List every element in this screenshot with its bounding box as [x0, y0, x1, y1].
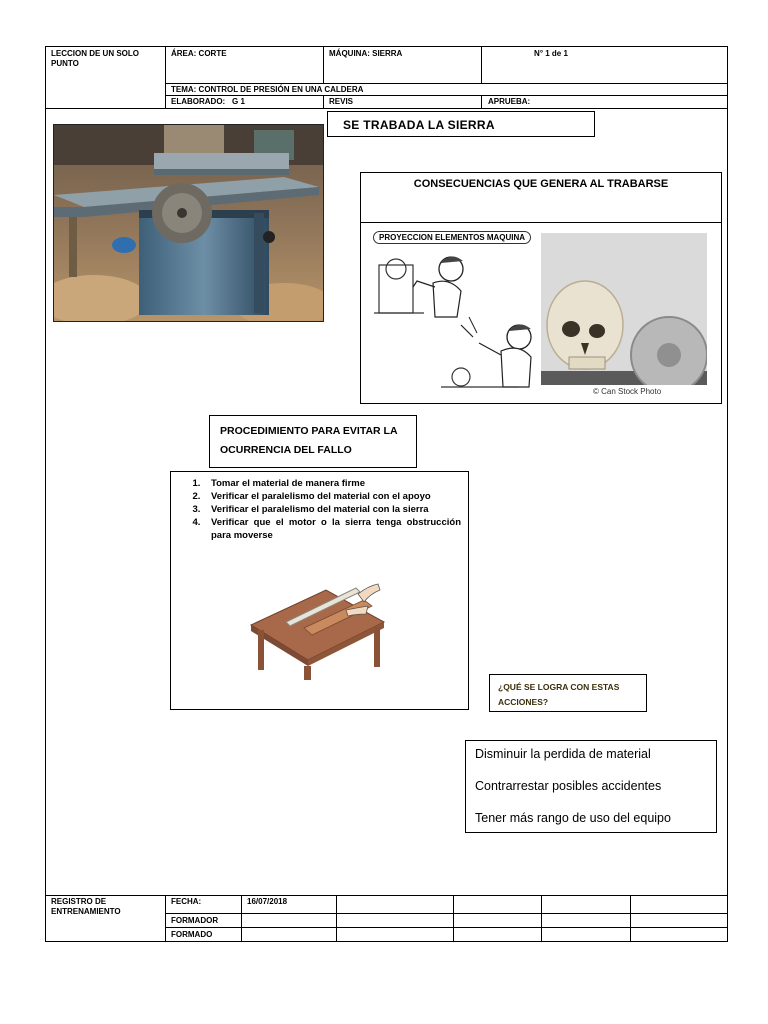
- procedure-steps: [171, 477, 461, 542]
- topic-label: TEMA: CONTROL DE PRESIÓN EN UNA CALDERA: [171, 85, 364, 94]
- date-label: FECHA:: [171, 897, 202, 906]
- prepared-value: G 1: [232, 97, 245, 106]
- consequences-box: [360, 172, 722, 404]
- procedure-step: 2. Verificar el paralelismo del material con el apoyo: [203, 490, 461, 503]
- problem-title: SE TRABADA LA SIERRA: [327, 111, 595, 137]
- result-item: Contrarrestar posibles accidentes: [475, 779, 662, 793]
- revised-label: REVIS: [329, 97, 354, 106]
- procedure-title: PROCEDIMIENTO PARA EVITAR LA OCURRENCIA DEL FALLO: [209, 415, 417, 468]
- skull-and-blade-illustration: [541, 233, 707, 385]
- table-saw-illustration: [54, 125, 324, 322]
- table-saw-photo: [53, 124, 324, 322]
- skull-saw-photo: [541, 233, 707, 385]
- result-item: Tener más rango de uso del equipo: [475, 811, 671, 825]
- worker-accident-cartoon: [369, 247, 541, 397]
- cartoon-banner: PROYECCION ELEMENTOS MAQUINA: [373, 231, 531, 244]
- procedure-step: 1. Tomar el material de manera firme: [203, 477, 461, 490]
- machine-label: MÁQUINA: SIERRA: [329, 49, 403, 58]
- lesson-label: LECCION DE UN SOLO PUNTO: [51, 49, 140, 68]
- date-value: 16/07/2018: [247, 897, 288, 906]
- procedure-step: 3. Verificar el paralelismo del material con la sierra: [203, 503, 461, 516]
- result-item: Disminuir la perdida de material: [475, 747, 651, 761]
- page-number: N° 1 de 1: [534, 49, 568, 58]
- approved-label: APRUEBA:: [488, 97, 531, 106]
- area-label: ÁREA: CORTE: [171, 49, 227, 58]
- prepared-label: ELABORADO:: [171, 97, 226, 106]
- training-record-label: REGISTRO DE ENTRENAMIENTO: [51, 897, 121, 916]
- question-box: ¿QUÉ SE LOGRA CON ESTAS ACCIONES?: [489, 674, 647, 712]
- trainee-label: FORMADO: [171, 930, 213, 939]
- trainer-label: FORMADOR: [171, 916, 219, 925]
- procedure-step: 4. Verificar que el motor o la sierra tenga obstrucción para moverse: [203, 516, 461, 542]
- results-box: [465, 740, 717, 833]
- cartoon-panel: [369, 231, 541, 396]
- procedure-box: [170, 471, 469, 710]
- table-saw-cutting-illustration: [246, 580, 386, 680]
- stock-watermark: © Can Stock Photo: [593, 387, 662, 396]
- consequences-title: CONSECUENCIAS QUE GENERA AL TRABARSE: [413, 178, 669, 190]
